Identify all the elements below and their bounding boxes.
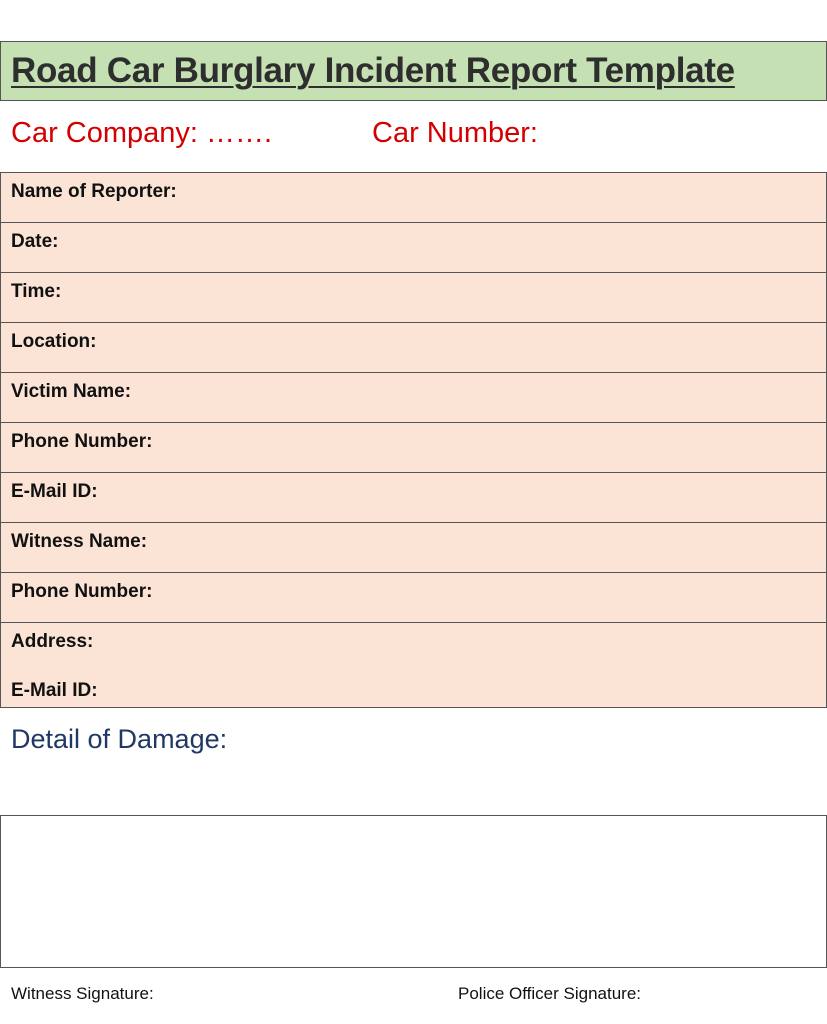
field-label: Phone Number:	[11, 431, 153, 452]
form-row-victim-email[interactable]	[1, 472, 826, 522]
form-row-victim-phone[interactable]	[1, 422, 826, 472]
document-title: Road Car Burglary Incident Report Template	[11, 51, 735, 90]
field-label: Address:	[11, 631, 94, 652]
field-label: Date:	[11, 231, 59, 252]
witness-signature-label: Witness Signature:	[11, 984, 154, 1003]
form-row-witness-address-email[interactable]	[1, 622, 826, 707]
field-label: Time:	[11, 281, 62, 302]
car-number-label: Car Number:	[372, 117, 538, 149]
form-row-reporter-name[interactable]	[1, 173, 826, 222]
field-label: Witness Name:	[11, 531, 148, 552]
field-label: Location:	[11, 331, 97, 352]
field-label: Victim Name:	[11, 381, 132, 402]
field-label: Name of Reporter:	[11, 181, 177, 202]
field-label: E-Mail ID:	[11, 481, 98, 502]
incident-form-table	[0, 172, 827, 708]
damage-details-box[interactable]	[0, 815, 827, 968]
form-row-location[interactable]	[1, 322, 826, 372]
car-company-label: Car Company: …….	[11, 117, 273, 149]
damage-heading: Detail of Damage:	[11, 724, 228, 754]
form-row-date[interactable]	[1, 222, 826, 272]
title-banner	[0, 41, 827, 101]
field-label: Phone Number:	[11, 581, 153, 602]
form-row-victim-name[interactable]	[1, 372, 826, 422]
form-row-witness-phone[interactable]	[1, 572, 826, 622]
form-row-witness-name[interactable]	[1, 522, 826, 572]
field-label: E-Mail ID:	[11, 680, 98, 701]
form-row-time[interactable]	[1, 272, 826, 322]
officer-signature-label: Police Officer Signature:	[458, 984, 641, 1003]
